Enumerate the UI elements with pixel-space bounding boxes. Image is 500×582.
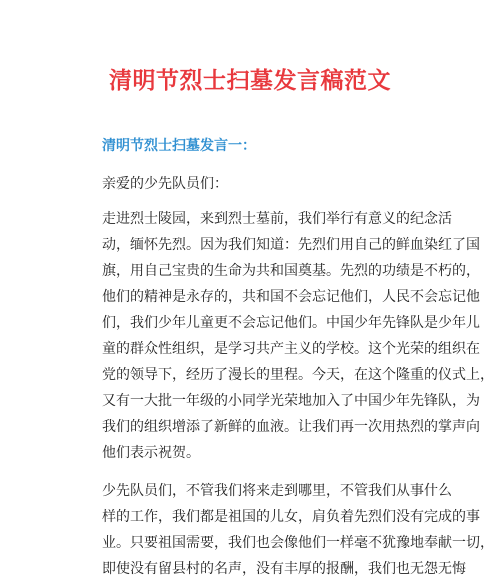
section-heading: 清明节烈士扫墓发言一： (102, 138, 256, 154)
paragraph-line: 即使没有留县村的名声，没有丰厚的报酬，我们也无怨无悔 (102, 561, 466, 577)
paragraph-line: 动，缅怀先烈。因为我们知道：先烈们用自己的鲜血染红了国 (102, 237, 480, 253)
paragraph-line: 他们的精神是永存的，共和国不会忘记他们，人民不会忘记他 (102, 289, 480, 305)
paragraph-line: 他们表示祝贺。 (102, 445, 200, 461)
paragraph-1 (102, 206, 494, 466)
paragraph-line: 童的群众性组织，是学习共产主义的学校。这个光荣的组织在 (102, 341, 480, 357)
paragraph-line: 少先队员们，不管我们将来走到哪里，不管我们从事什么 (102, 483, 452, 499)
paragraph-2 (102, 478, 494, 582)
salutation: 亲爱的少先队员们： (102, 176, 228, 192)
paragraph-line: 走进烈士陵园，来到烈士墓前，我们举行有意义的纪念活 (102, 211, 452, 227)
paragraph-line: 们，我们少年儿童更不会忘记他们。中国少年先锋队是少年儿 (102, 315, 480, 331)
paragraph-line: 又有一大批一年级的小同学光荣地加入了中国少年先锋队，为 (102, 393, 480, 409)
paragraph-line: 党的领导下，经历了漫长的里程。今天，在这个隆重的仪式上， (102, 367, 494, 383)
paragraph-line: 我们的组织增添了新鲜的血液。让我们再一次用热烈的掌声向 (102, 419, 480, 435)
paragraph-line: 业。只要祖国需要，我们也会像他们一样毫不犹豫地奉献一切， (102, 535, 494, 551)
document-title: 清明节烈士扫墓发言稿范文 (109, 68, 391, 94)
paragraph-line: 样的工作，我们都是祖国的儿女，肩负着先烈们没有完成的事 (102, 509, 480, 525)
paragraph-line: 旗，用自己宝贵的生命为共和国奠基。先烈的功绩是不朽的， (102, 263, 480, 279)
